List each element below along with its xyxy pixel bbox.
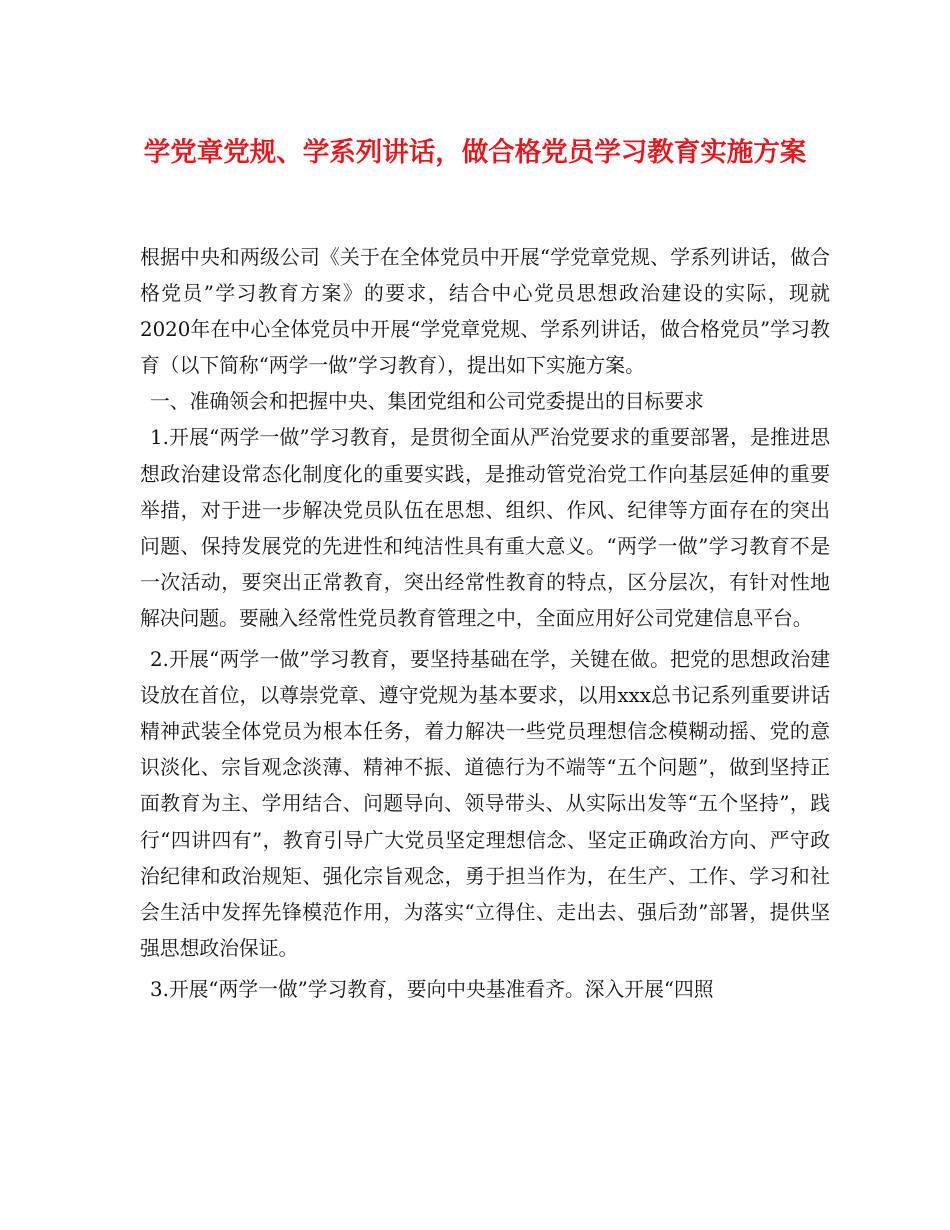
section-heading: 一、准确领会和把握中央、集团党组和公司党委提出的目标要求 bbox=[150, 390, 704, 414]
document-title: 学党章党规、学系列讲话，做合格党员学习教育实施方案 bbox=[143, 137, 807, 168]
document-body bbox=[140, 240, 830, 1008]
list-item: 3.开展“两学一做”学习教育，要向中央基准看齐。深入开展“四照 bbox=[150, 977, 714, 1001]
list-item: 2.开展“两学一做”学习教育，要坚持基础在学，关键在做。把党的思想政治建设放在首位，以尊崇党章、遵守党规为基本要求，以用xxx总书记系列重要讲话精神武装全体党员为根本任务，着力解决一些党员理想信念模糊动摇、党的意识淡化、宗旨观念淡薄、精神不振、道德行为不端等“五个问题”，做到坚持正面教育为主、学用结合、问题导向、领导带头、从实际出发等“五个坚持”，践行“四讲四有”，教育引导广大党员坚定理想信念、坚定正确政治方向、严守政治纪律和政治规矩、强化宗旨观念，勇于担当作为，在生产、工作、学习和社会生活中发挥先锋模范作用，为落实“立得住、走出去、强后劲”部署，提供坚强思想政治保证。 bbox=[140, 648, 830, 960]
intro-paragraph: 根据中央和两级公司《关于在全体党员中开展“学党章党规、学系列讲话，做合格党员”学习教育方案》的要求，结合中心党员思想政治建设的实际，现就2020年在中心全体党员中开展“学党章党规、学系列讲话，做合格党员”学习教育（以下简称“两学一做”学习教育），提出如下实施方案。 bbox=[140, 246, 830, 378]
list-item: 1.开展“两学一做”学习教育，是贯彻全面从严治党要求的重要部署，是推进思想政治建设常态化制度化的重要实践，是推动管党治党工作向基层延伸的重要举措，对于进一步解决党员队伍在思想、组织、作风、纪律等方面存在的突出问题、保持发展党的先进性和纯洁性具有重大意义。“两学一做”学习教育不是一次活动，要突出正常教育，突出经常性教育的特点，区分层次，有针对性地解决问题。要融入经常性党员教育管理之中，全面应用好公司党建信息平台。 bbox=[140, 426, 830, 630]
